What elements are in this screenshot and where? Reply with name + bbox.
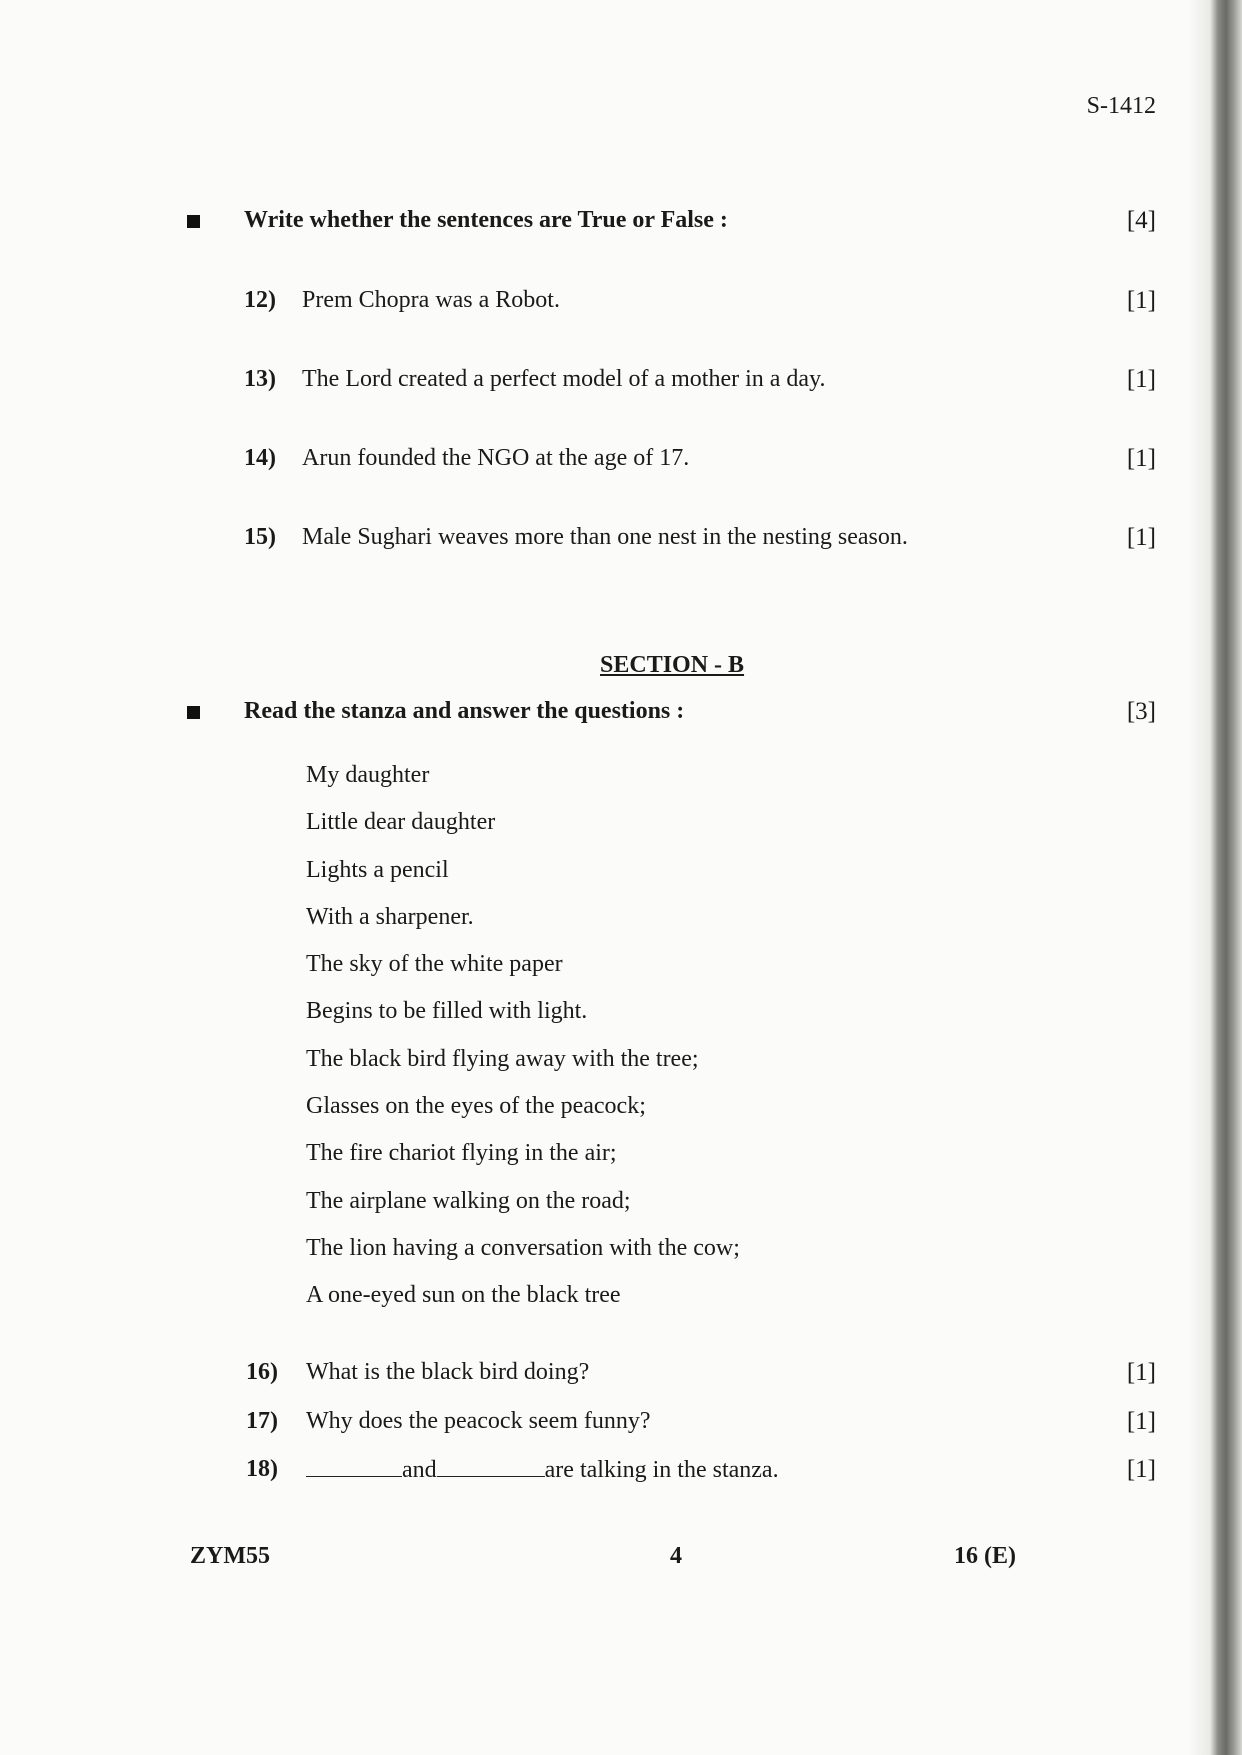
true-false-instruction: Write whether the sentences are True or False :: [244, 207, 728, 233]
bullet-icon: [187, 215, 200, 228]
question-text-middle: and: [402, 1457, 437, 1483]
question-number: 18): [246, 1456, 278, 1482]
question-number: 16): [246, 1359, 278, 1385]
poem-stanza: [306, 752, 740, 1320]
section-title: SECTION - B: [600, 652, 745, 678]
scan-page-edge: [1188, 0, 1242, 1755]
question-text: Arun founded the NGO at the age of 17.: [302, 445, 690, 471]
stanza-line: Glasses on the eyes of the peacock;: [306, 1093, 646, 1120]
question-marks: [1]: [1126, 445, 1156, 472]
stanza-line: The black bird flying away with the tree;: [306, 1045, 699, 1072]
stanza-line: The airplane walking on the road;: [306, 1187, 631, 1214]
fill-in-blank-question: [306, 1456, 779, 1484]
question-marks: [1]: [1126, 524, 1156, 551]
stanza-line: The fire chariot flying in the air;: [306, 1140, 617, 1167]
stanza-line: A one-eyed sun on the black tree: [306, 1282, 621, 1309]
question-marks: [1]: [1126, 366, 1156, 393]
question-text-end: are talking in the stanza.: [544, 1457, 779, 1483]
question-text: The Lord created a perfect model of a mother in a day.: [302, 366, 826, 392]
stanza-line: The lion having a conversation with the cow;: [306, 1234, 740, 1261]
true-false-marks: [4]: [1126, 207, 1156, 234]
question-number: 14): [244, 445, 276, 471]
page-number: 4: [670, 1543, 682, 1569]
question-text: Prem Chopra was a Robot.: [302, 287, 560, 313]
stanza-instruction: Read the stanza and answer the questions :: [244, 698, 685, 724]
question-marks: [1]: [1126, 1359, 1156, 1386]
question-number: 13): [244, 366, 276, 392]
question-marks: [1]: [1126, 1456, 1156, 1483]
stanza-line: My daughter: [306, 762, 430, 788]
question-number: 12): [244, 287, 276, 313]
bullet-icon: [187, 706, 200, 719]
question-number: 17): [246, 1408, 278, 1434]
answer-blank[interactable]: [437, 1456, 545, 1477]
question-text: Why does the peacock seem funny?: [306, 1408, 651, 1434]
question-text: What is the black bird doing?: [306, 1359, 590, 1385]
stanza-line: Little dear daughter: [306, 809, 496, 836]
question-marks: [1]: [1126, 287, 1156, 314]
stanza-line: Begins to be filled with light.: [306, 998, 588, 1025]
stanza-line: The sky of the white paper: [306, 951, 563, 978]
stanza-line: With a sharpener.: [306, 903, 474, 930]
footer-code: ZYM55: [190, 1543, 270, 1569]
stanza-marks: [3]: [1126, 698, 1156, 725]
question-number: 15): [244, 524, 276, 550]
stanza-line: Lights a pencil: [306, 856, 449, 883]
paper-code: S-1412: [1086, 93, 1156, 119]
footer-version: 16 (E): [954, 1543, 1016, 1569]
answer-blank[interactable]: [306, 1456, 402, 1477]
question-text: Male Sughari weaves more than one nest in the nesting season.: [302, 524, 908, 550]
question-marks: [1]: [1126, 1408, 1156, 1435]
